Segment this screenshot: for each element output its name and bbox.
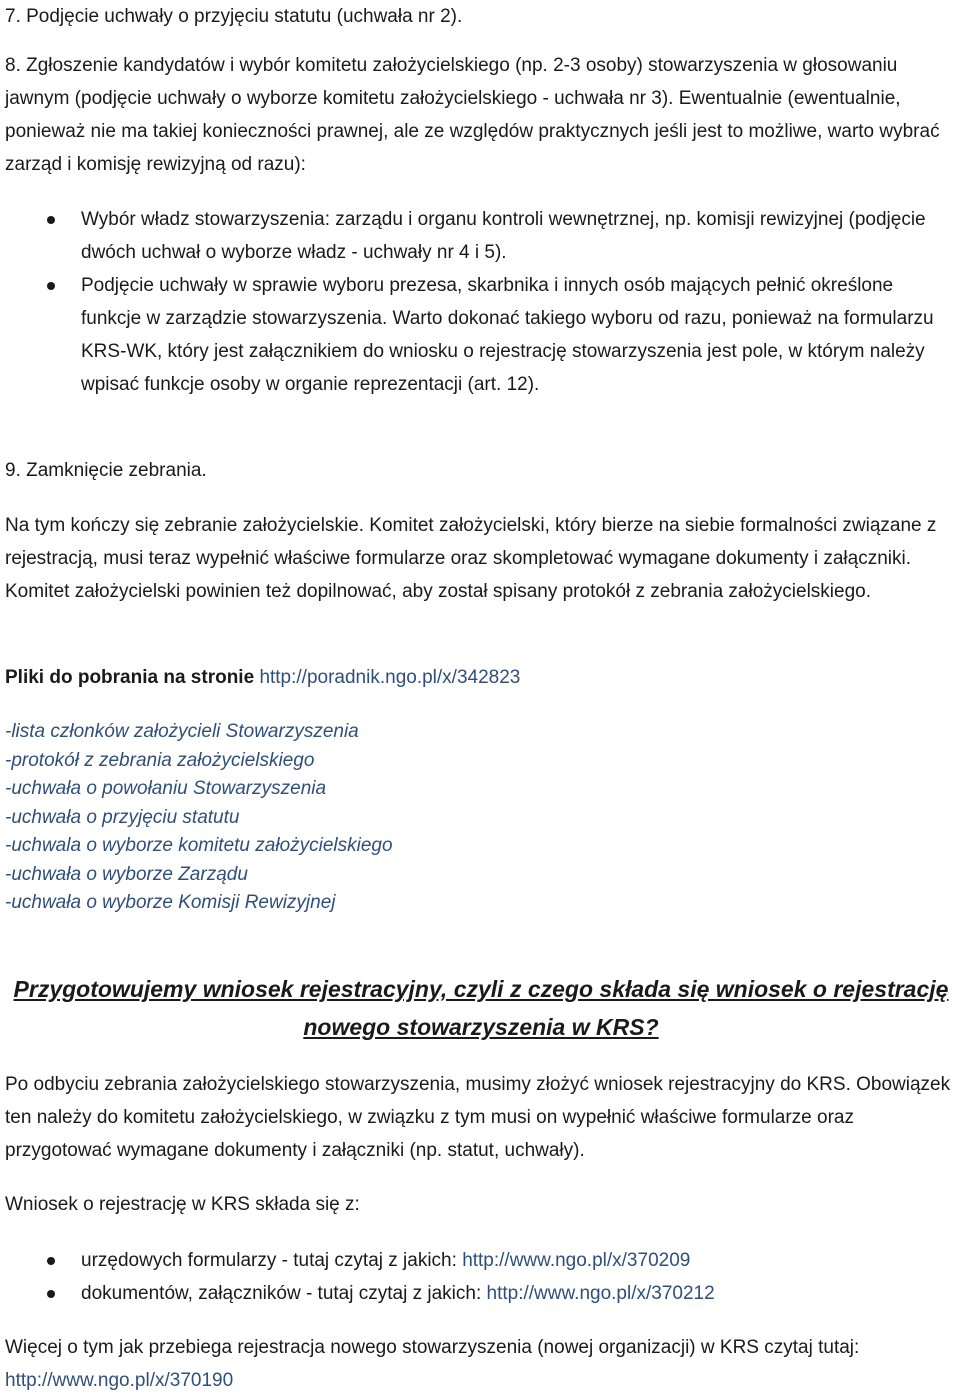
download-item[interactable]: -uchwała o wyborze Komisji Rewizyjnej	[5, 892, 336, 913]
list-item-text: dokumentów, załączników - tutaj czytaj z jakich:	[81, 1283, 487, 1304]
closing-paragraph: Na tym kończy się zebranie założycielskie. Komitet założycielski, który bierze na siebie formalności związane z rejestracją, musi teraz wypełnić właściwe formularze oraz skompletować wymagane dokumenty i załączniki. Komitet założycielski powinien też dopilnować, aby został spisany protokół z zebrania założycielskiego.	[5, 515, 937, 602]
download-item[interactable]: -uchwala o wyborze komitetu założycielskiego	[5, 835, 393, 856]
more-info-link[interactable]: http://www.ngo.pl/x/370190	[5, 1370, 234, 1391]
downloads-label: Pliki do pobrania na stronie	[5, 667, 255, 688]
downloads-link[interactable]: http://poradnik.ngo.pl/x/342823	[259, 667, 521, 688]
download-item[interactable]: -uchwała o powołaniu Stowarzyszenia	[5, 778, 327, 799]
bullet-icon	[47, 1290, 55, 1298]
item-8-bullet-list	[5, 203, 957, 401]
intro-paragraph: Po odbyciu zebrania założycielskiego stowarzyszenia, musimy złożyć wniosek rejestracyjny do KRS. Obowiązek ten należy do komitetu założycielskiego, w związku z tym musi on wypełnić właściwe formularze oraz przygotować wymagane dokumenty i załączniki (np. statut, uchwały).	[5, 1074, 951, 1161]
composition-link[interactable]: http://www.ngo.pl/x/370212	[486, 1283, 715, 1304]
download-item[interactable]: -lista członków założycieli Stowarzyszenia	[5, 721, 359, 742]
list-item	[5, 1277, 957, 1310]
list-item	[5, 269, 957, 401]
bullet-icon	[47, 1257, 55, 1265]
section-heading: Przygotowujemy wniosek rejestracyjny, czyli z czego składa się wniosek o rejestrację nowego stowarzyszenia w KRS?	[13, 976, 949, 1040]
download-item[interactable]: -uchwała o wyborze Zarządu	[5, 864, 248, 885]
list-item	[5, 1244, 957, 1277]
bullet-icon	[47, 282, 55, 290]
item-7: 7. Podjęcie uchwały o przyjęciu statutu (uchwała nr 2).	[5, 6, 463, 27]
bullet-icon	[47, 216, 55, 224]
downloads-line	[5, 661, 957, 694]
download-item[interactable]: -protokół z zebrania założycielskiego	[5, 750, 315, 771]
composition-link[interactable]: http://www.ngo.pl/x/370209	[462, 1250, 691, 1271]
item-8: 8. Zgłoszenie kandydatów i wybór komitetu założycielskiego (np. 2-3 osoby) stowarzyszenia w głosowaniu jawnym (podjęcie uchwały o wyborze komitetu założycielskiego - uchwała nr 3). Ewentualnie (ewentualnie, ponieważ nie ma takiej konieczności prawnej, ale ze względów praktycznych jeśli jest to możliwe, warto wybrać zarząd i komisję rewizyjną od razu):	[5, 55, 940, 175]
more-info	[5, 1331, 957, 1397]
list-item-text: Podjęcie uchwały w sprawie wyboru prezesa, skarbnika i innych osób mających pełnić określone funkcje w zarządzie stowarzyszenia. Warto dokonać takiego wyboru od razu, ponieważ na formularzu KRS-WK, który jest załącznikiem do wniosku o rejestrację stowarzyszenia jest pole, w którym należy wpisać funkcje osoby w organie reprezentacji (art. 12).	[81, 275, 934, 395]
list-item-text: urzędowych formularzy - tutaj czytaj z jakich:	[81, 1250, 463, 1271]
more-info-text: Więcej o tym jak przebiega rejestracja nowego stowarzyszenia (nowej organizacji) w KRS czytaj tutaj:	[5, 1337, 860, 1358]
composition-intro: Wniosek o rejestrację w KRS składa się z:	[5, 1194, 360, 1215]
composition-list	[5, 1244, 957, 1310]
item-9: 9. Zamknięcie zebrania.	[5, 460, 207, 481]
download-item[interactable]: -uchwała o przyjęciu statutu	[5, 807, 240, 828]
list-item	[5, 203, 957, 269]
list-item-text: Wybór władz stowarzyszenia: zarządu i organu kontroli wewnętrznej, np. komisji rewizyjnej (podjęcie dwóch uchwał o wyborze władz - uchwały nr 4 i 5).	[81, 209, 926, 263]
